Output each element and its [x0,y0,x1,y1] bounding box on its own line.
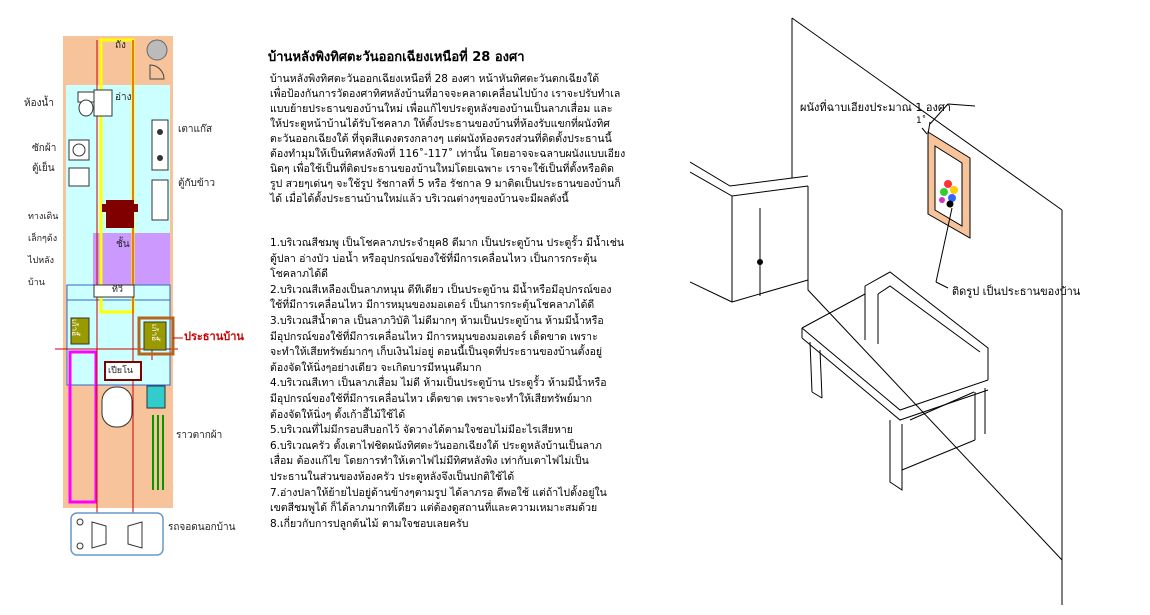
car-outline [71,513,163,555]
room-perspective [690,0,1150,615]
intro-paragraph [270,72,680,207]
list-item: ต้องจัดให้นิ่งๆ ตั้งเก้าอี้ไม้ใช้ได้ [270,408,406,421]
stove-box [152,120,168,170]
fridge-box [69,168,89,186]
page-title: บ้านหลังพิงทิศตะวันออกเฉียงเหนือที่ 28 องศา [268,50,525,65]
label-walkway: ทางเดิน เล็กๆด้ง ไปหลัง บ้าน [28,212,59,288]
list-item: ต้องจัดให้นิ่งๆอย่างเดียว จะเกิดบารมีหนุนดีมาก [270,361,482,374]
water-tank [147,40,167,60]
list-item: เสื่อม ต้องแก้ไข โดยการทำให้เตาไฟไม่มีทิศหลังพิง เท่ากับเตาไฟไม่เป็น [270,455,589,468]
dining-table [106,200,134,228]
label-laundry: ซักผ้า [32,143,57,154]
item-list [270,236,690,532]
cabinet-box [152,180,168,220]
label-drying: ราวตากผ้า [176,430,223,441]
label-stove: เตาแก๊ส [178,124,213,135]
list-item: 6.บริเวณครัว ตั้งเตาไฟชิดผนังทิศตะวันออกเฉียงใต้ ประตูหลังบ้านเป็นลาภ [270,439,602,452]
floor-plan [0,0,260,615]
list-item: 4.บริเวณสีเทา เป็นลาภเสื่อม ไม่ดี ห้ามเป็นประตูบ้าน ประตูรั้ว ห้ามมีน้ำหรือ [270,377,607,390]
angle-label: 1˚ [916,116,927,126]
label-parking: รถจอดนอกบ้าน [168,522,236,533]
label-bathroom: ห้องน้ำ [24,98,54,109]
intro-line: ต้องทำมุมให้เป็นทิศหลังพิงที่ 116˚-117˚ เท่านั้น โดยอาจจะฉลาบผนังแบบเอียง [270,148,626,160]
picture-note: ติดรูป เป็นประธานของบ้าน [952,285,1081,298]
list-item: เขตสีชมพูได้ ก็ได้ลาภมากทีเดียว แต่ต้องดูสถานที่และความเหมาะสมด้วย [270,502,598,515]
intro-line: ให้ประตูหน้าบ้านได้รับโชคลาภ ให้ตั้งประธานของบ้านที่ห้องรับแขกที่ผนังทิศ [270,118,610,130]
list-item: 1.บริเวณสีชมพู เป็นโชคลาภประจำยุค8 ดีมาก เป็นประตูบ้าน ประตูรั้ว มีน้ำเช่น [270,237,625,249]
intro-line: เพื่อป้องกันการวัดองศาทิศหลังบ้านที่อาจจะคลาดเคลื่อนไปบ้าง เราจะปรับทำเล [270,88,621,100]
intro-line: รูป สวยๆเด่นๆ จะใช้รูป รัชกาลที่ 5 หรือ รัชกาล 9 มาติดเป็นประธานของบ้านก็ [270,178,621,190]
washing-machine [69,140,89,160]
list-item: ประธานในส่วนของห้องครัว ประตูหลังจึงเป็นปกติใช้ได้ [270,470,515,483]
fish-tank [147,386,165,408]
label-tv: ทีวี [112,285,123,295]
intro-line: ตะวันออกเฉียงใต้ ที่จุดสีแดงตรงกลางๆ แต่ผนังห้องตรงส่วนที่ติดตั้งประธานนี้ [270,133,612,145]
list-item: จะทำให้เสียทรัพย์มากๆ เก็บเงินไม่อยู่ ตอนนี้เป็นจุดที่ประธานของบ้านตั้งอยู่ [270,346,603,359]
label-chair-right: เก้าอี้ [150,324,159,341]
toilet-bowl [79,100,93,116]
label-sink: อ่าง [115,92,132,103]
list-item: ตู้ปลา อ่างบัว บ่อน้ำ หรืออุปกรณ์ของใช้ที่มีการเคลื่อนไหว เป็นการกระตุ้น [270,252,597,265]
intro-line: ได้ เมื่อได้ตั้งประธานบ้านใหม่แล้ว บริเวณต่างๆของบ้านจะมีผลดังนี้ [270,193,569,205]
room-perspective-drawing [690,0,1150,615]
label-altar-new: ประธานบ้าน [184,330,244,343]
list-item: 5.บริเวณที่ไม่มีกรอบสีบอกไว้ จัดวางได้ตามใจชอบไม่มีอะไรเสียหาย [270,424,573,437]
label-piano: เปียโน [108,366,134,376]
intro-line: บ้านหลังพิงทิศตะวันออกเฉียงเหนือที่ 28 องศา หน้าหันทิศตะวันตกเฉียงใต้ [270,73,600,85]
label-tank: ถัง [115,40,126,51]
label-chair-left: เก้าอี้ [70,319,79,336]
label-fridge: ตู้เย็น [32,163,55,174]
list-item: 2.บริเวณสีเหลืองเป็นลาภหนุน ดีทีเดียว เป็นประตูบ้าน มีน้ำหรือมีอุปกรณ์ของ [270,283,612,296]
list-item: 7.อ่างปลาให้ย้ายไปอยู่ด้านข้างๆตามรูป ได้ลาภรอ ดีพอใช้ แต่ถ้าไปตั้งอยู่ใน [270,486,607,499]
intro-line: แบบย้ายประธานของบ้านใหม่ เพื่อแก้ไขประตูหลังของบ้านเป็นลาภเสื่อม และ [270,103,613,115]
label-shelf: ชั้น [116,239,130,250]
label-cabinet: ตู้กับข้าว [178,178,215,189]
list-item: โชคลาภได้ดี [270,268,328,281]
list-item: มีอุปกรณ์ของใช้ที่มีการเคลื่อนไหว เด็ดขาด เพราะจะทำให้เสียทรัพย์มาก [270,392,592,405]
intro-line: นิดๆ เพื่อใช้เป็นที่ติดประธานของบ้านใหม่โดยเฉพาะ เราจะใช้เป็นที่ตั้งหรือติด [270,163,614,175]
list-item: 3.บริเวณสีน้ำตาล เป็นลาภวิบัติ ไม่ดีมากๆ ห้ามเป็นประตูบ้าน ห้ามมีน้ำหรือ [270,314,604,327]
list-item: ใช้ที่มีการเคลื่อนไหว มีการหมุนของมอเตอร์ เป็นการกระตุ้นโชคลาภได้ดี [270,299,595,312]
wall-note: ผนังที่ฉาบเอียงประมาณ 1 องศา [800,101,951,114]
list-item: 8.เกี่ยวกับการปลูกต้นไม้ ตามใจชอบเลยครับ [270,517,469,530]
list-item: มีอุปกรณ์ของใช้ที่มีการเคลื่อนไหว มีการหมุนของมอเตอร์ เด็ดขาด เพราะ [270,330,598,343]
